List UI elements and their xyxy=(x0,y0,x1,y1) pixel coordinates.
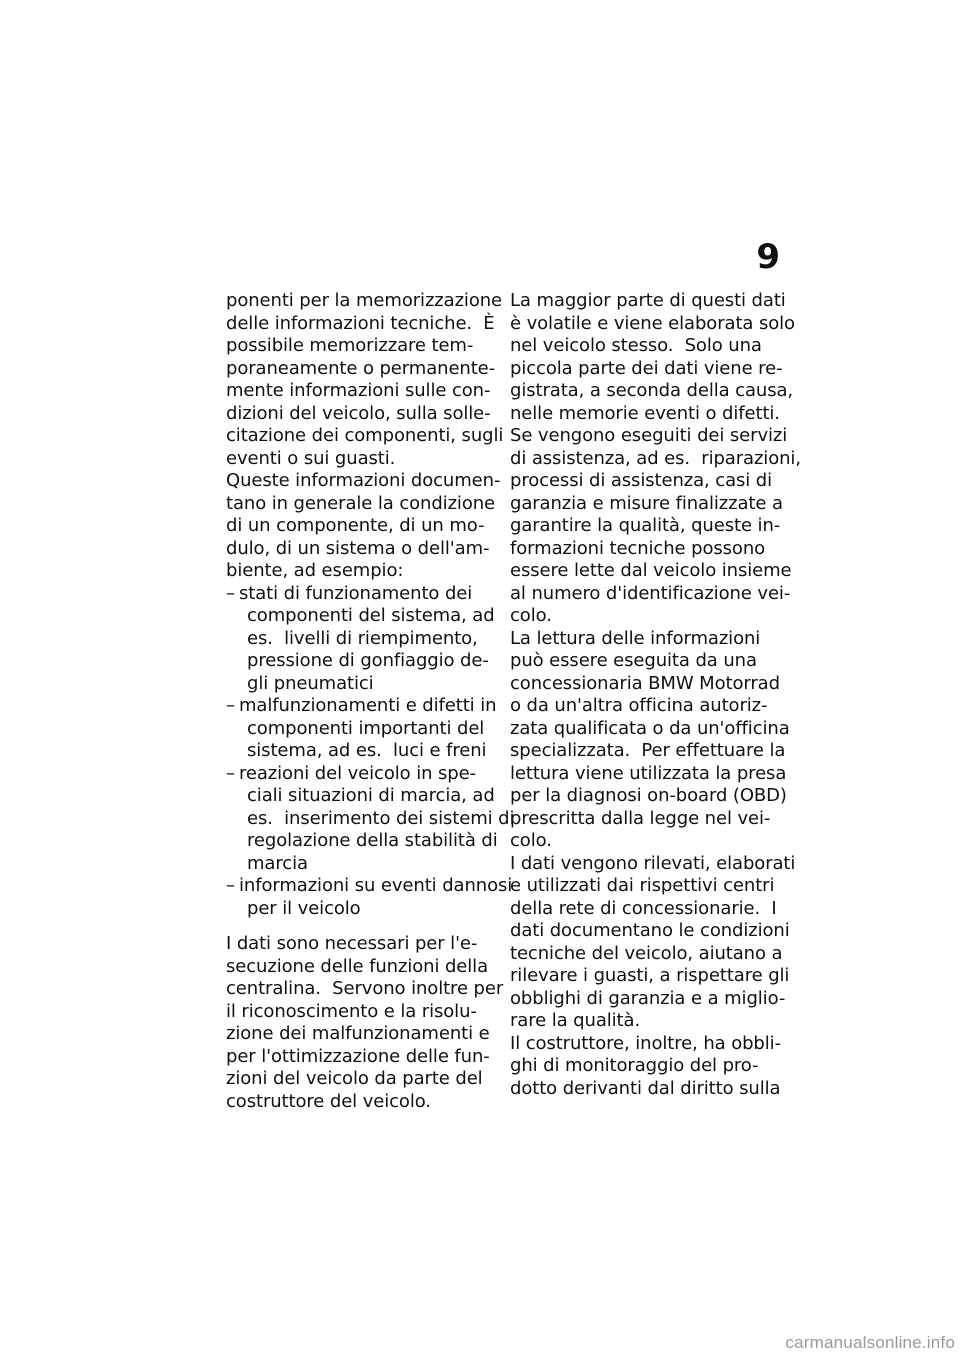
text-line: ciali situazioni di marcia, ad xyxy=(247,785,495,806)
paragraph-reading xyxy=(510,627,790,853)
text-line: ponenti per la memorizzazione xyxy=(226,290,503,311)
text-line: possibile memorizzare tem- xyxy=(226,335,474,356)
text-line: tano in generale la condizione xyxy=(226,492,496,514)
example-list xyxy=(226,582,515,921)
text-line: componenti del sistema, ad xyxy=(247,605,495,626)
text-line: delle informazioni tecniche. È xyxy=(226,312,495,334)
text-line: per il veicolo xyxy=(247,897,361,919)
text-line: concessionaria BMW Motorrad xyxy=(510,672,780,694)
text-line: nelle memorie eventi o difetti. xyxy=(510,402,780,424)
text-line: formazioni tecniche possono xyxy=(510,537,766,559)
text-line: tecniche del veicolo, aiutano a xyxy=(510,942,783,964)
paragraph-storage xyxy=(226,290,504,470)
paragraph-manufacturer xyxy=(510,1033,785,1101)
text-line: citazione dei componenti, sugli xyxy=(226,425,504,446)
text-line: rare la qualità. xyxy=(510,1010,641,1031)
text-line: pressione di gonfiaggio de- xyxy=(247,650,489,671)
text-line: poraneamente o permanente- xyxy=(226,357,496,379)
text-line: marcia xyxy=(247,852,308,874)
paragraph-functions xyxy=(226,933,504,1113)
text-line: garantire la qualità, queste in- xyxy=(510,515,781,536)
text-line: di assistenza, ad es. riparazioni, xyxy=(510,447,801,469)
text-line: colo. xyxy=(510,605,552,626)
text-line: mente informazioni sulle con- xyxy=(226,380,491,401)
text-line: il riconoscimento e la risolu- xyxy=(226,1000,477,1022)
text-line: costruttore del veicolo. xyxy=(226,1090,431,1112)
text-line: regolazione della stabilità di xyxy=(247,830,498,851)
text-line: o da un'altra officina autoriz- xyxy=(510,695,768,716)
text-line: secuzione delle funzioni della xyxy=(226,955,488,977)
text-line: piccola parte dei dati viene re- xyxy=(510,357,783,379)
text-line: componenti importanti del xyxy=(247,717,485,739)
text-line: dulo, di un sistema o dell'am- xyxy=(226,537,490,559)
text-line: dizioni del veicolo, sulla solle- xyxy=(226,402,491,424)
text-line: es. livelli di riempimento, xyxy=(247,627,478,649)
text-line: centralina. Servono inoltre per xyxy=(226,978,504,999)
text-line: I dati vengono rilevati, elaborati xyxy=(510,852,796,874)
text-line: I dati sono necessari per l'e- xyxy=(226,933,478,954)
text-line: La lettura delle informazioni xyxy=(510,627,761,649)
text-line: dati documentano le condizioni xyxy=(510,920,790,941)
text-line: può essere eseguita da una xyxy=(510,650,757,671)
paragraph-services xyxy=(510,425,801,628)
text-line: specializzata. Per effettuare la xyxy=(510,740,786,761)
text-line: della rete di concessionarie. I xyxy=(510,897,777,919)
text-line: biente, ad esempio: xyxy=(226,560,404,581)
list-item xyxy=(226,695,497,763)
right-column xyxy=(510,290,801,1100)
text-line: Il costruttore, inoltre, ha obbli- xyxy=(510,1032,781,1054)
text-line: – reazioni del veicolo in spe- xyxy=(239,762,477,784)
text-line: nel veicolo stesso. Solo una xyxy=(510,335,762,356)
paragraph-processing xyxy=(510,852,796,1033)
text-line: essere lette dal veicolo insieme xyxy=(510,560,792,581)
list-item xyxy=(226,583,494,696)
text-line: es. inserimento dei sistemi di xyxy=(247,807,515,829)
text-line: di un componente, di un mo- xyxy=(226,515,485,536)
text-line: zata qualificata o da un'officina xyxy=(510,717,790,739)
list-item xyxy=(226,762,515,876)
text-line: al numero d'identificazione vei- xyxy=(510,582,791,604)
site-watermark: carmanualsonline.info xyxy=(785,1333,955,1352)
text-line: dotto derivanti dal diritto sulla xyxy=(510,1077,781,1099)
text-line: per la diagnosi on-board (OBD) xyxy=(510,785,787,806)
text-line: – stati di funzionamento dei xyxy=(239,582,473,604)
text-line: ghi di monitoraggio del pro- xyxy=(510,1055,759,1076)
paragraph-gap xyxy=(226,920,494,933)
text-line: sistema, ad es. luci e freni xyxy=(247,740,487,761)
text-line: zione dei malfunzionamenti e xyxy=(226,1023,490,1044)
text-line: garanzia e misure finalizzate a xyxy=(510,492,783,514)
paragraph-volatile xyxy=(510,290,795,425)
text-line: prescritta dalla legge nel vei- xyxy=(510,807,771,829)
text-line: processi di assistenza, casi di xyxy=(510,470,773,491)
text-line: – informazioni su eventi dannosi xyxy=(239,875,513,896)
list-item xyxy=(226,875,513,920)
text-line: rilevare i guasti, a rispettare gli xyxy=(510,965,790,986)
text-line: eventi o sui guasti. xyxy=(226,447,396,469)
text-line: per l'ottimizzazione delle fun- xyxy=(226,1045,490,1067)
text-line: gistrata, a seconda della causa, xyxy=(510,380,794,401)
text-line: – malfunzionamenti e difetti in xyxy=(239,695,497,716)
text-line: colo. xyxy=(510,830,552,851)
text-line: è volatile e viene elaborata solo xyxy=(510,312,795,334)
left-column xyxy=(226,290,515,1113)
text-line: La maggior parte di questi dati xyxy=(510,290,786,311)
text-line: gli pneumatici xyxy=(247,672,374,694)
text-line: lettura viene utilizzata la presa xyxy=(510,762,787,784)
text-line: e utilizzati dai rispettivi centri xyxy=(510,875,775,896)
text-line: obblighi di garanzia e a miglio- xyxy=(510,987,786,1009)
text-line: Queste informazioni documen- xyxy=(226,470,501,491)
text-line: zioni del veicolo da parte del xyxy=(226,1068,483,1089)
page-number: 9 xyxy=(756,237,780,277)
paragraph-documentation xyxy=(226,470,501,583)
text-line: Se vengono eseguiti dei servizi xyxy=(510,425,788,446)
